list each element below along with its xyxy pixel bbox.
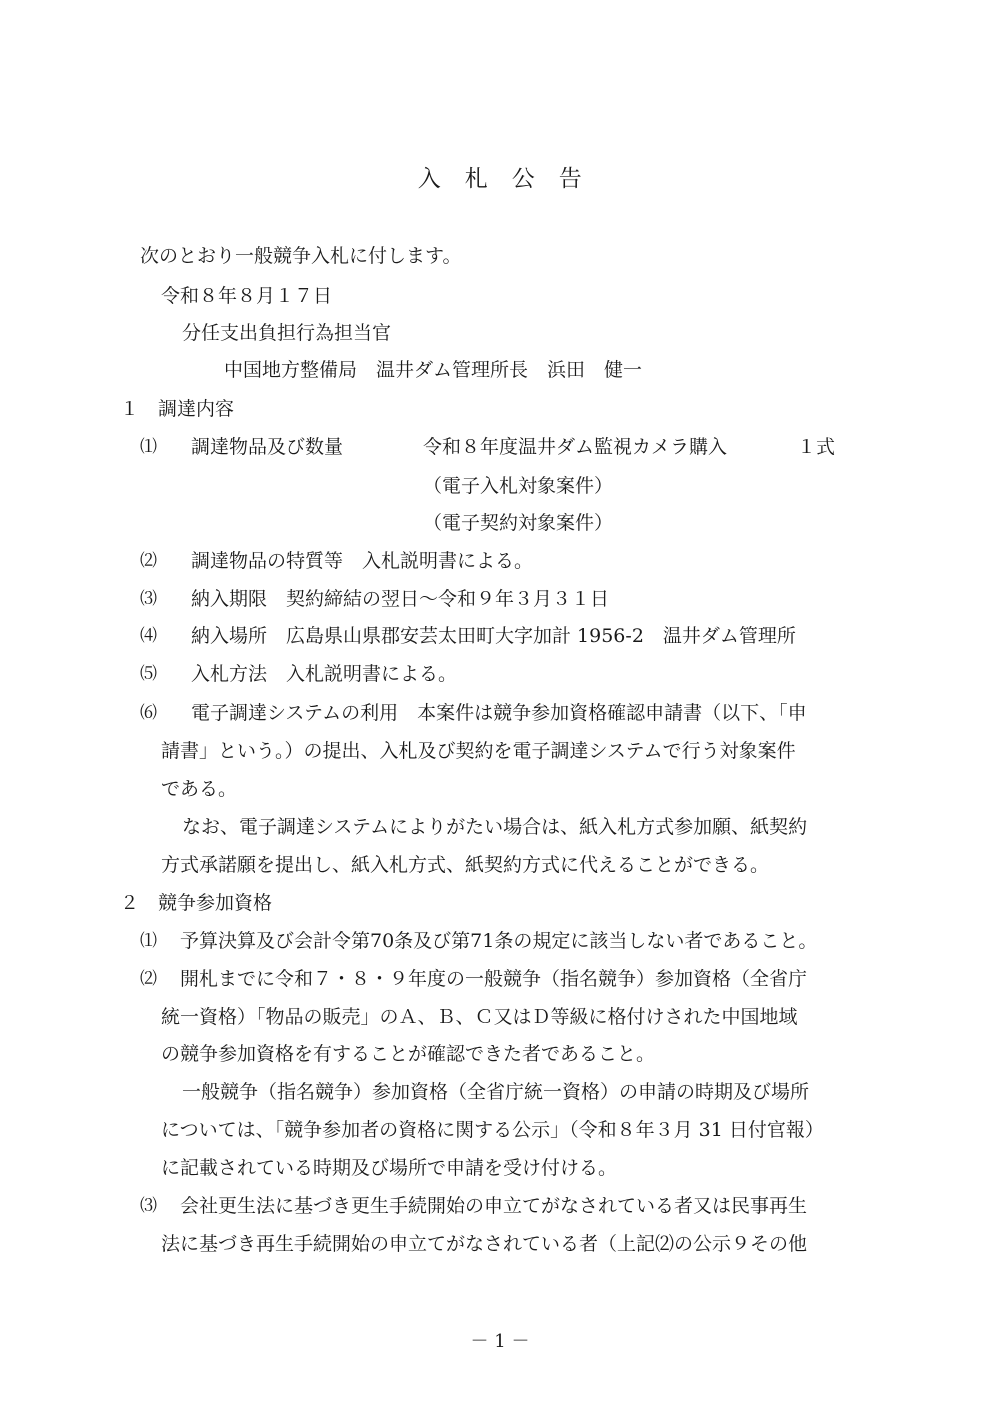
notice-title: 入 札 公 告 — [417, 166, 583, 192]
item-marker: ⑶ — [140, 589, 157, 609]
e-procurement-line: なお、電子調達システムによりがたい場合は、紙入札方式参加願、紙契約 — [182, 816, 808, 838]
e-procurement-line: 電子調達システムの利用 本案件は競争参加資格確認申請書（以下、「申 — [191, 702, 807, 724]
bidding-method: 入札方法 入札説明書による。 — [191, 663, 458, 685]
qualification-line: 一般競争（指名競争）参加資格（全省庁統一資格）の申請の時期及び場所 — [182, 1081, 810, 1103]
qualification-line: 統一資格）「物品の販売」のＡ、Ｂ、Ｃ又はＤ等級に格付けされた中国地域 — [161, 1006, 798, 1028]
qualification-line: 開札までに令和７・８・９年度の一般競争（指名競争）参加資格（全省庁 — [180, 968, 808, 990]
procurement-item-quantity: １式 — [797, 436, 836, 458]
item-marker: ⑶ — [140, 1196, 157, 1216]
e-bid-note: （電子入札対象案件） — [423, 475, 614, 497]
e-procurement-line: 方式承諾願を提出し、紙入札方式、紙契約方式に代えることができる。 — [161, 854, 770, 876]
item-marker: ⑸ — [140, 664, 157, 684]
section-1-heading: １ 調達内容 — [120, 398, 235, 420]
e-contract-note: （電子契約対象案件） — [423, 512, 614, 534]
item-marker: ⑴ — [140, 437, 157, 457]
notice-date: 令和８年８月１７日 — [161, 285, 333, 307]
qualification-line: 法に基づき再生手続開始の申立てがなされている者（上記⑵の公示９その他 — [161, 1233, 808, 1255]
delivery-location: 納入場所 広島県山県郡安芸太田町大字加計 1956-2 温井ダム管理所 — [191, 625, 796, 647]
page-number: － 1 － — [470, 1331, 530, 1352]
section-2-heading: ２ 競争参加資格 — [120, 892, 273, 914]
official-title: 分任支出負担行為担当官 — [182, 322, 392, 344]
qualification-line: 会社更生法に基づき更生手続開始の申立てがなされている者又は民事再生 — [180, 1195, 808, 1217]
official-name: 中国地方整備局 温井ダム管理所長 浜田 健一 — [224, 359, 643, 381]
e-procurement-line: である。 — [161, 778, 238, 800]
delivery-deadline: 納入期限 契約締結の翌日～令和９年３月３１日 — [191, 588, 610, 610]
item-characteristics: 調達物品の特質等 入札説明書による。 — [191, 550, 534, 572]
item-marker: ⑵ — [140, 551, 157, 571]
procurement-item-label: 調達物品及び数量 — [191, 436, 344, 458]
qualification-line: については、「競争参加者の資格に関する公示」（令和８年３月 31 日付官報） — [161, 1119, 824, 1141]
item-marker: ⑷ — [140, 626, 157, 646]
procurement-item-value: 令和８年度温井ダム監視カメラ購入 — [423, 436, 728, 458]
qualification-line: の競争参加資格を有することが確認できた者であること。 — [161, 1043, 656, 1065]
item-marker: ⑴ — [140, 931, 157, 951]
item-marker: ⑵ — [140, 969, 157, 989]
qualification-line: 予算決算及び会計令第70条及び第71条の規定に該当しない者であること。 — [180, 930, 818, 952]
item-marker: ⑹ — [140, 703, 157, 723]
e-procurement-line: 請書」という。）の提出、入札及び契約を電子調達システムで行う対象案件 — [161, 740, 796, 762]
intro-text: 次のとおり一般競争入札に付します。 — [140, 245, 462, 267]
qualification-line: に記載されている時期及び場所で申請を受け付ける。 — [161, 1157, 618, 1179]
